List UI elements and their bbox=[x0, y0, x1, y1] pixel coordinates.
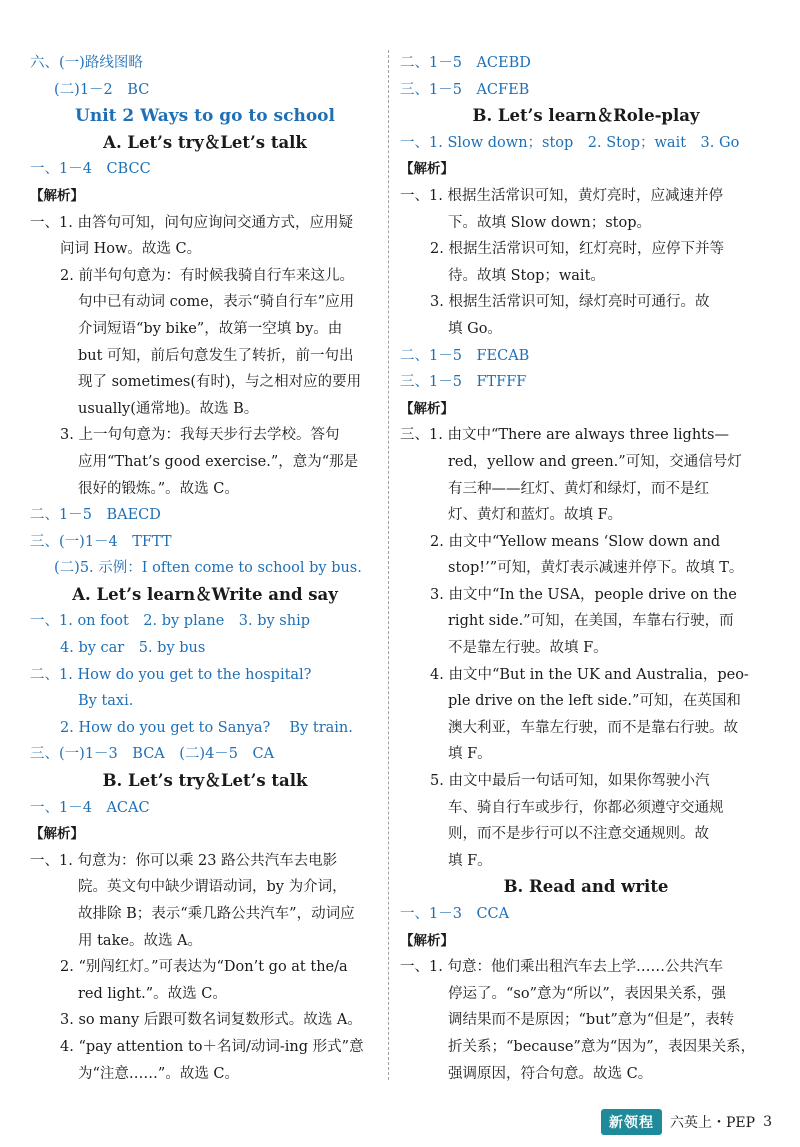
right-line: 2. 由文中“Yellow means ‘Slow down and bbox=[430, 533, 721, 550]
right-line: 三、1. 由文中“There are always three lights— bbox=[400, 427, 729, 444]
left-line: 3. 上一句句意为：我每天步行去学校。答句 bbox=[60, 427, 340, 444]
right-line: 填 F。 bbox=[448, 852, 492, 869]
left-line: 三、(一)1－4 TFTT bbox=[30, 533, 172, 550]
page-number: 3 bbox=[763, 1114, 772, 1130]
right-line: 车、骑自行车或步行，你都必须遵守交通规 bbox=[448, 799, 724, 816]
left-column bbox=[30, 50, 380, 1087]
right-line: 调结果而不是原因；“but”意为“但是”，表转 bbox=[448, 1012, 735, 1029]
left-line: 一、1. 句意为：你可以乘 23 路公共汽车去电影 bbox=[30, 852, 338, 869]
left-line: usually(通常地)。故选 B。 bbox=[78, 400, 259, 417]
left-line: 一、1. on foot 2. by plane 3. by ship bbox=[30, 613, 311, 630]
left-line: A. Let’s learn＆Write and say bbox=[72, 584, 338, 604]
right-line: B. Let’s learn＆Role-play bbox=[472, 106, 700, 126]
right-column bbox=[400, 50, 772, 1087]
right-line: 2. 根据生活常识可知，红灯亮时，应停下并等 bbox=[430, 241, 724, 258]
right-line: stop!’”可知，黄灯表示减速并停下。故填 T。 bbox=[448, 560, 744, 577]
left-line: 一、1. 由答句可知，问句应询问交通方式，应用疑 bbox=[30, 214, 353, 231]
left-line: 很好的锻炼。”。故选 C。 bbox=[78, 480, 239, 497]
left-line: 4. by car 5. by bus bbox=[60, 640, 206, 657]
right-line: 有三种——红灯、黄灯和绿灯，而不是红 bbox=[448, 480, 709, 497]
right-line: 折关系；“because”意为“因为”，表因果关系， bbox=[448, 1038, 756, 1055]
right-line: 一、1. 根据生活常识可知，黄灯亮时，应减速并停 bbox=[400, 187, 723, 204]
left-line: 【解析】 bbox=[30, 826, 84, 843]
right-line: 3. 由文中“In the USA，people drive on the bbox=[430, 586, 737, 603]
left-line: 问词 How。故选 C。 bbox=[60, 241, 202, 258]
left-line: red light.”。故选 C。 bbox=[78, 985, 227, 1002]
left-line: B. Let’s try＆Let’s talk bbox=[102, 771, 308, 791]
right-line: 停运了。“so”意为“所以”，表因果关系，强 bbox=[448, 985, 726, 1002]
left-line: 六、(一)路线图略 bbox=[30, 55, 143, 71]
book-label: 六英上・PEP bbox=[670, 1115, 756, 1131]
brand-logo: 新领程 bbox=[601, 1109, 662, 1135]
page-footer bbox=[601, 1109, 772, 1135]
right-line: 3. 根据生活常识可知，绿灯亮时可通行。故 bbox=[430, 294, 710, 311]
left-line: 用 take。故选 A。 bbox=[78, 932, 203, 949]
left-line: 院。英文句中缺少谓语动词，by 为介词， bbox=[78, 879, 347, 896]
left-line: Unit 2 Ways to go to school bbox=[75, 106, 335, 127]
left-line: 现了 sometimes(有时)，与之相对应的要用 bbox=[78, 374, 362, 391]
left-line: 句中已有动词 come，表示“骑自行车”应用 bbox=[78, 294, 355, 311]
right-line: 灯、黄灯和蓝灯。故填 F。 bbox=[448, 507, 623, 524]
left-line: 应用“That’s good exercise.”，意为“那是 bbox=[78, 453, 359, 470]
left-line: A. Let’s try＆Let’s talk bbox=[103, 132, 307, 152]
right-line: 待。故填 Stop；wait。 bbox=[448, 267, 605, 284]
right-line: right side.”可知，在美国，车靠右行驶，而 bbox=[448, 613, 734, 630]
right-line: 三、1－5 FTFFF bbox=[400, 374, 527, 391]
left-line: 4. “pay attention to＋名词/动词-ing 形式”意 bbox=[60, 1038, 364, 1055]
left-line: 2. How do you get to Sanya? By train. bbox=[60, 719, 353, 736]
left-line: (二)5. 示例：I often come to school by bus. bbox=[54, 560, 362, 577]
left-line: 为“注意……”。故选 C。 bbox=[78, 1065, 240, 1082]
left-line: 二、1－5 BAECD bbox=[30, 507, 161, 524]
right-line: 二、1－5 ACEBD bbox=[400, 55, 531, 71]
left-line: 2. 前半句句意为：有时候我骑自行车来这儿。 bbox=[60, 267, 354, 284]
right-line: 下。故填 Slow down；stop。 bbox=[448, 214, 651, 231]
right-line: 一、1. 句意：他们乘出租汽车去上学……公共汽车 bbox=[400, 959, 723, 976]
left-line: but 可知，前后句意发生了转折，前一句出 bbox=[78, 347, 354, 364]
right-line: 不是靠左行驶。故填 F。 bbox=[448, 640, 608, 657]
left-line: 3. so many 后跟可数名词复数形式。故选 A。 bbox=[60, 1012, 362, 1029]
column-divider bbox=[388, 50, 389, 1080]
left-line: By taxi. bbox=[78, 693, 134, 710]
right-line: 澳大利亚，车靠左行驶，而不是靠右行驶。故 bbox=[448, 719, 738, 736]
left-line: 介词短语“by bike”，故第一空填 by。由 bbox=[78, 320, 343, 337]
right-line: 三、1－5 ACFEB bbox=[400, 81, 530, 98]
right-line: 5. 由文中最后一句话可知，如果你驾驶小汽 bbox=[430, 773, 710, 790]
right-line: 填 Go。 bbox=[448, 320, 502, 337]
right-line: 【解析】 bbox=[400, 932, 454, 949]
right-line: red，yellow and green.”可知，交通信号灯 bbox=[448, 453, 742, 470]
right-line: ple drive on the left side.”可知，在英国和 bbox=[448, 693, 741, 710]
right-line: 【解析】 bbox=[400, 400, 454, 417]
right-line: 则，而不是步行可以不注意交通规则。故 bbox=[448, 826, 709, 843]
right-line: 一、1－3 CCA bbox=[400, 906, 510, 922]
left-line: 故排除 B；表示“乘几路公共汽车”，动词应 bbox=[78, 906, 355, 922]
right-line: 【解析】 bbox=[400, 161, 454, 178]
right-line: 填 F。 bbox=[448, 746, 492, 763]
left-line: 二、1. How do you get to the hospital? bbox=[30, 666, 312, 683]
right-line: 一、1. Slow down；stop 2. Stop；wait 3. Go bbox=[400, 134, 740, 151]
left-line: 三、(一)1－3 BCA (二)4－5 CA bbox=[30, 746, 275, 763]
left-line: 2. “别闯红灯。”可表达为“Don’t go at the/a bbox=[60, 959, 348, 976]
left-line: 【解析】 bbox=[30, 187, 84, 204]
left-line: 一、1－4 ACAC bbox=[30, 799, 150, 816]
left-line: (二)1－2 BC bbox=[54, 81, 150, 98]
left-line: 一、1－4 CBCC bbox=[30, 161, 151, 178]
right-line: 强调原因，符合句意。故选 C。 bbox=[448, 1065, 653, 1082]
right-line: 二、1－5 FECAB bbox=[400, 347, 530, 364]
right-line: B. Read and write bbox=[503, 877, 669, 897]
right-line: 4. 由文中“But in the UK and Australia，peo- bbox=[430, 666, 749, 683]
